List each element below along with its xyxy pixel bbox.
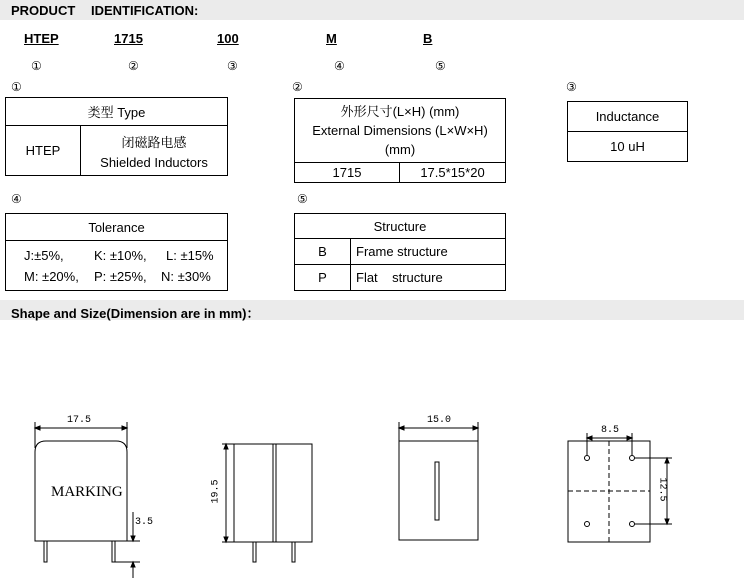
code-series: HTEP (24, 31, 59, 46)
header-identification: IDENTIFICATION: (91, 3, 199, 18)
tol-p: P: ±25%, (94, 268, 147, 284)
shape-title: Shape and Size(Dimension are in mm)： (11, 306, 260, 321)
code-num-5: ⑤ (435, 59, 446, 73)
tol-l: L: ±15% (166, 247, 214, 263)
struct-table-num: ⑤ (297, 192, 308, 206)
dim-depth-label: 15.0 (427, 415, 452, 426)
code-inductance: 100 (217, 31, 239, 46)
dim-header-unit: (mm) (384, 142, 416, 157)
type-table-header: 类型 Type (6, 98, 228, 126)
type-desc-cn: 闭磁路电感 (121, 135, 187, 151)
top-view (399, 422, 478, 540)
tol-k: K: ±10%, (94, 247, 147, 263)
code-tolerance: M (326, 31, 337, 46)
type-table-num: ① (11, 80, 22, 94)
dim-pin-label: 3.5 (135, 517, 154, 528)
struct-desc-b: Frame structure (351, 239, 506, 265)
marking-label: MARKING (51, 484, 123, 500)
tol-j: J:±5%, (24, 247, 64, 263)
tol-m: M: ±20%, (24, 268, 79, 284)
dim-table-value: 17.5*15*20 (400, 163, 506, 183)
type-desc-en: Shielded Inductors (100, 154, 208, 170)
dim-height-label: 19.5 (210, 479, 222, 504)
ind-table-value: 10 uH (568, 132, 688, 162)
header-product: PRODUCT (11, 3, 76, 18)
type-table-code: HTEP (6, 126, 81, 176)
struct-code-p: P (295, 265, 351, 291)
struct-table-header: Structure (295, 214, 506, 239)
dim-header-cn: 外形尺寸(L×H) (mm) (340, 104, 460, 119)
dim-pitch-y-label: 12.5 (656, 477, 668, 502)
dim-header-en: External Dimensions (L×W×H) (312, 123, 488, 138)
side-view (222, 444, 312, 562)
code-size: 1715 (114, 31, 143, 46)
ind-table-header: Inductance (568, 102, 688, 132)
dim-table-num: ② (292, 80, 303, 94)
dim-width-label: 17.5 (67, 415, 92, 426)
tol-table-num: ④ (11, 192, 22, 206)
tol-table-header: Tolerance (6, 214, 228, 241)
struct-desc-p: Flat structure (351, 265, 506, 291)
ind-table-num: ③ (566, 80, 577, 94)
dim-pitch-x-label: 8.5 (601, 425, 620, 436)
code-num-4: ④ (334, 59, 345, 73)
code-num-3: ③ (227, 59, 238, 73)
struct-code-b: B (295, 239, 351, 265)
code-num-2: ② (128, 59, 139, 73)
code-structure: B (423, 31, 433, 46)
tol-n: N: ±30% (161, 268, 211, 284)
dim-table-code: 1715 (295, 163, 400, 183)
code-num-1: ① (31, 59, 42, 73)
